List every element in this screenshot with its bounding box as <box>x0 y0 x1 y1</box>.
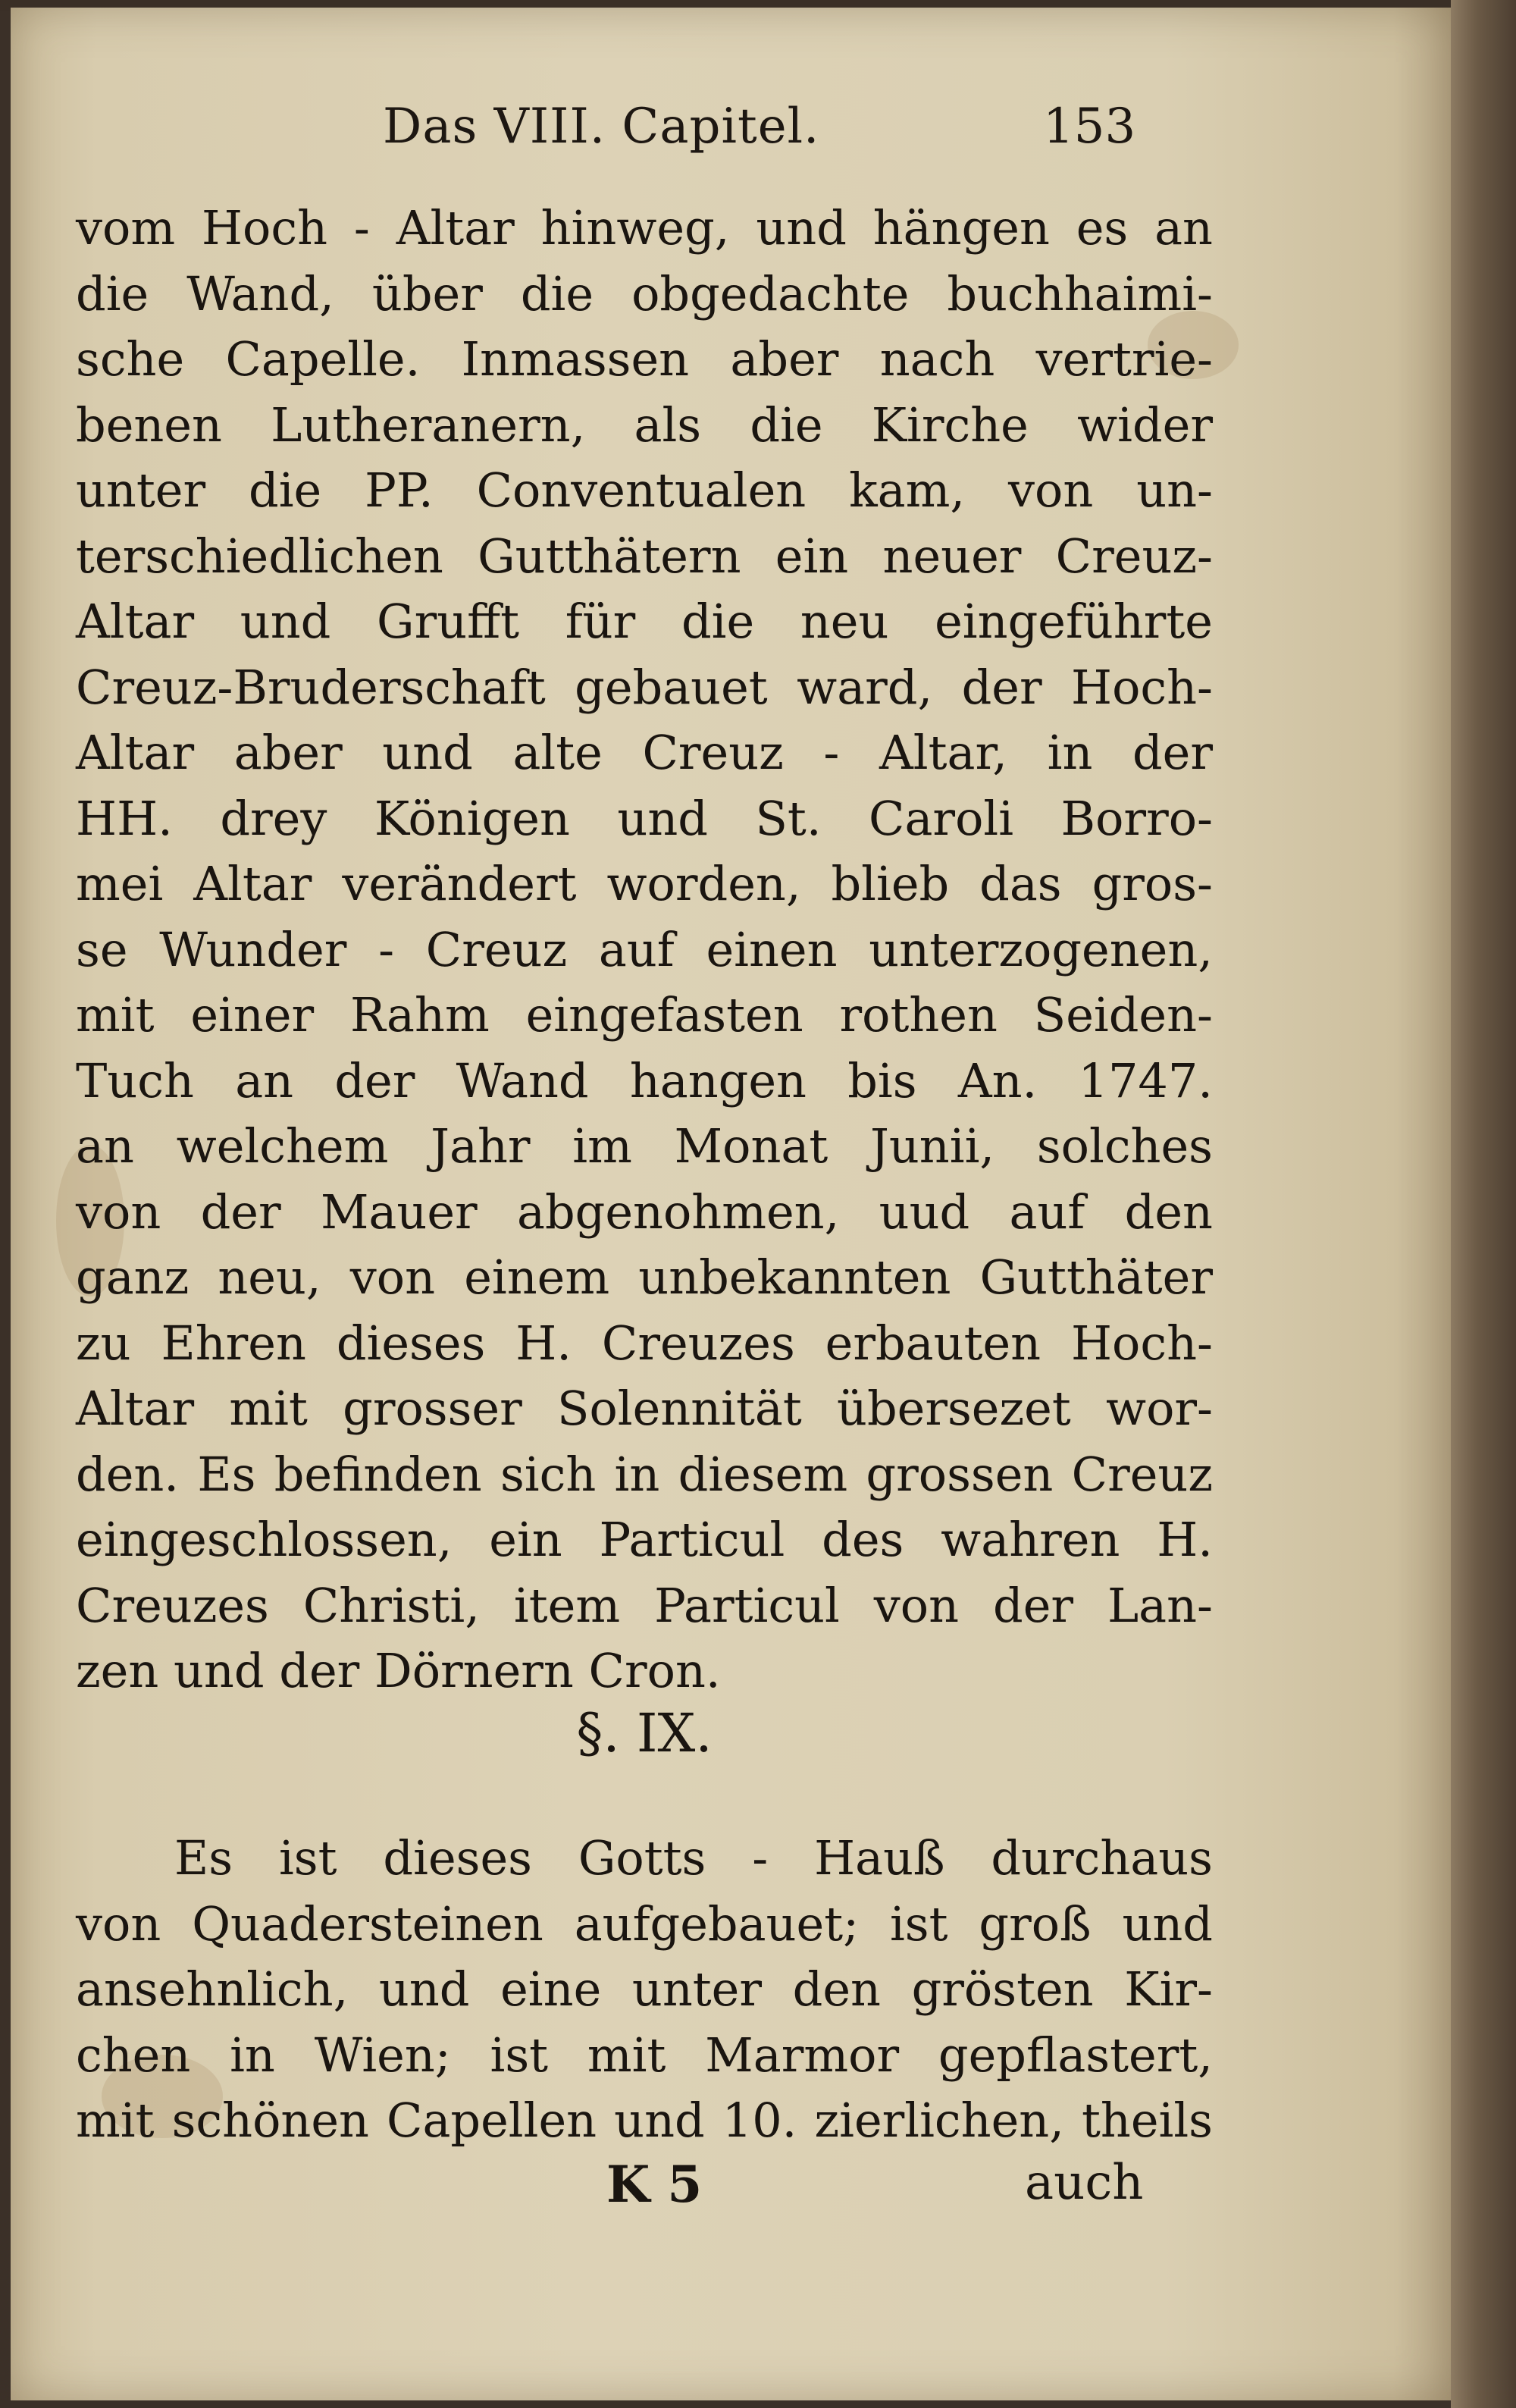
text-line: terschiedlichen Gutthätern ein neuer Creuz- <box>76 528 1213 584</box>
text-line: Altar und Grufft für die neu eingeführte <box>76 594 1213 649</box>
text-line: se Wunder - Creuz auf einen unterzogenen, <box>76 921 1213 977</box>
text-line: mit einer Rahm eingefasten rothen Seiden- <box>76 987 1213 1043</box>
text-line: unter die PP. Conventualen kam, von un- <box>76 462 1213 518</box>
text-line: Creuz-Bruderschaft gebauet ward, der Hoch- <box>76 659 1213 715</box>
signature-mark: K 5 <box>606 2155 703 2214</box>
text-line: eingeschlossen, ein Particul des wahren H. <box>76 1512 1213 1567</box>
text-line: Altar mit grosser Solennität übersezet wor- <box>76 1381 1213 1436</box>
paragraph-main <box>76 196 1213 1704</box>
section-heading: §. IX. <box>576 1702 713 1764</box>
text-line: mit schönen Capellen und 10. zierlichen, theils <box>76 2093 1213 2148</box>
text-line: Tuch an der Wand hangen bis An. 1747. <box>76 1052 1213 1108</box>
page-number: 153 <box>1043 99 1136 155</box>
text-line: chen in Wien; ist mit Marmor gepflastert, <box>76 2027 1213 2083</box>
text-line: die Wand, über die obgedachte buchhaimi- <box>76 265 1213 321</box>
text-line: ganz neu, von einem unbekannten Gutthäter <box>76 1249 1213 1305</box>
text-line: Altar aber und alte Creuz - Altar, in der <box>76 725 1213 780</box>
text-line: zen und der Dörnern Cron. <box>76 1643 721 1698</box>
text-line: mei Altar verändert worden, blieb das gros- <box>76 856 1213 911</box>
book-edge-right <box>1451 0 1516 2408</box>
text-line: Creuzes Christi, item Particul von der Lan- <box>76 1577 1213 1633</box>
catchword: auch <box>1025 2155 1144 2211</box>
paragraph-section-ix <box>76 1826 1213 2154</box>
text-line: Es ist dieses Gotts - Hauß durchaus <box>174 1830 1213 1886</box>
page-footer <box>0 2155 1451 2231</box>
page-header <box>0 99 1451 174</box>
text-line: sche Capelle. Inmassen aber nach vertrie- <box>76 331 1213 387</box>
running-head: Das VIII. Capitel. <box>383 99 820 155</box>
text-line: zu Ehren dieses H. Creuzes erbauten Hoch- <box>76 1315 1213 1371</box>
text-line: von Quadersteinen aufgebauet; ist groß und <box>76 1895 1213 1952</box>
text-line: ansehnlich, und eine unter den grösten Kir- <box>76 1961 1213 2017</box>
text-line: HH. drey Königen und St. Caroli Borro- <box>76 790 1213 846</box>
text-line: an welchem Jahr im Monat Junii, solches <box>76 1118 1213 1174</box>
text-line: benen Lutheranern, als die Kirche wider <box>76 397 1213 453</box>
text-line: von der Mauer abgenohmen, uud auf den <box>76 1184 1213 1240</box>
text-line: vom Hoch - Altar hinweg, und hängen es an <box>76 200 1213 256</box>
text-line: den. Es befinden sich in diesem grossen Creuz <box>76 1446 1213 1502</box>
